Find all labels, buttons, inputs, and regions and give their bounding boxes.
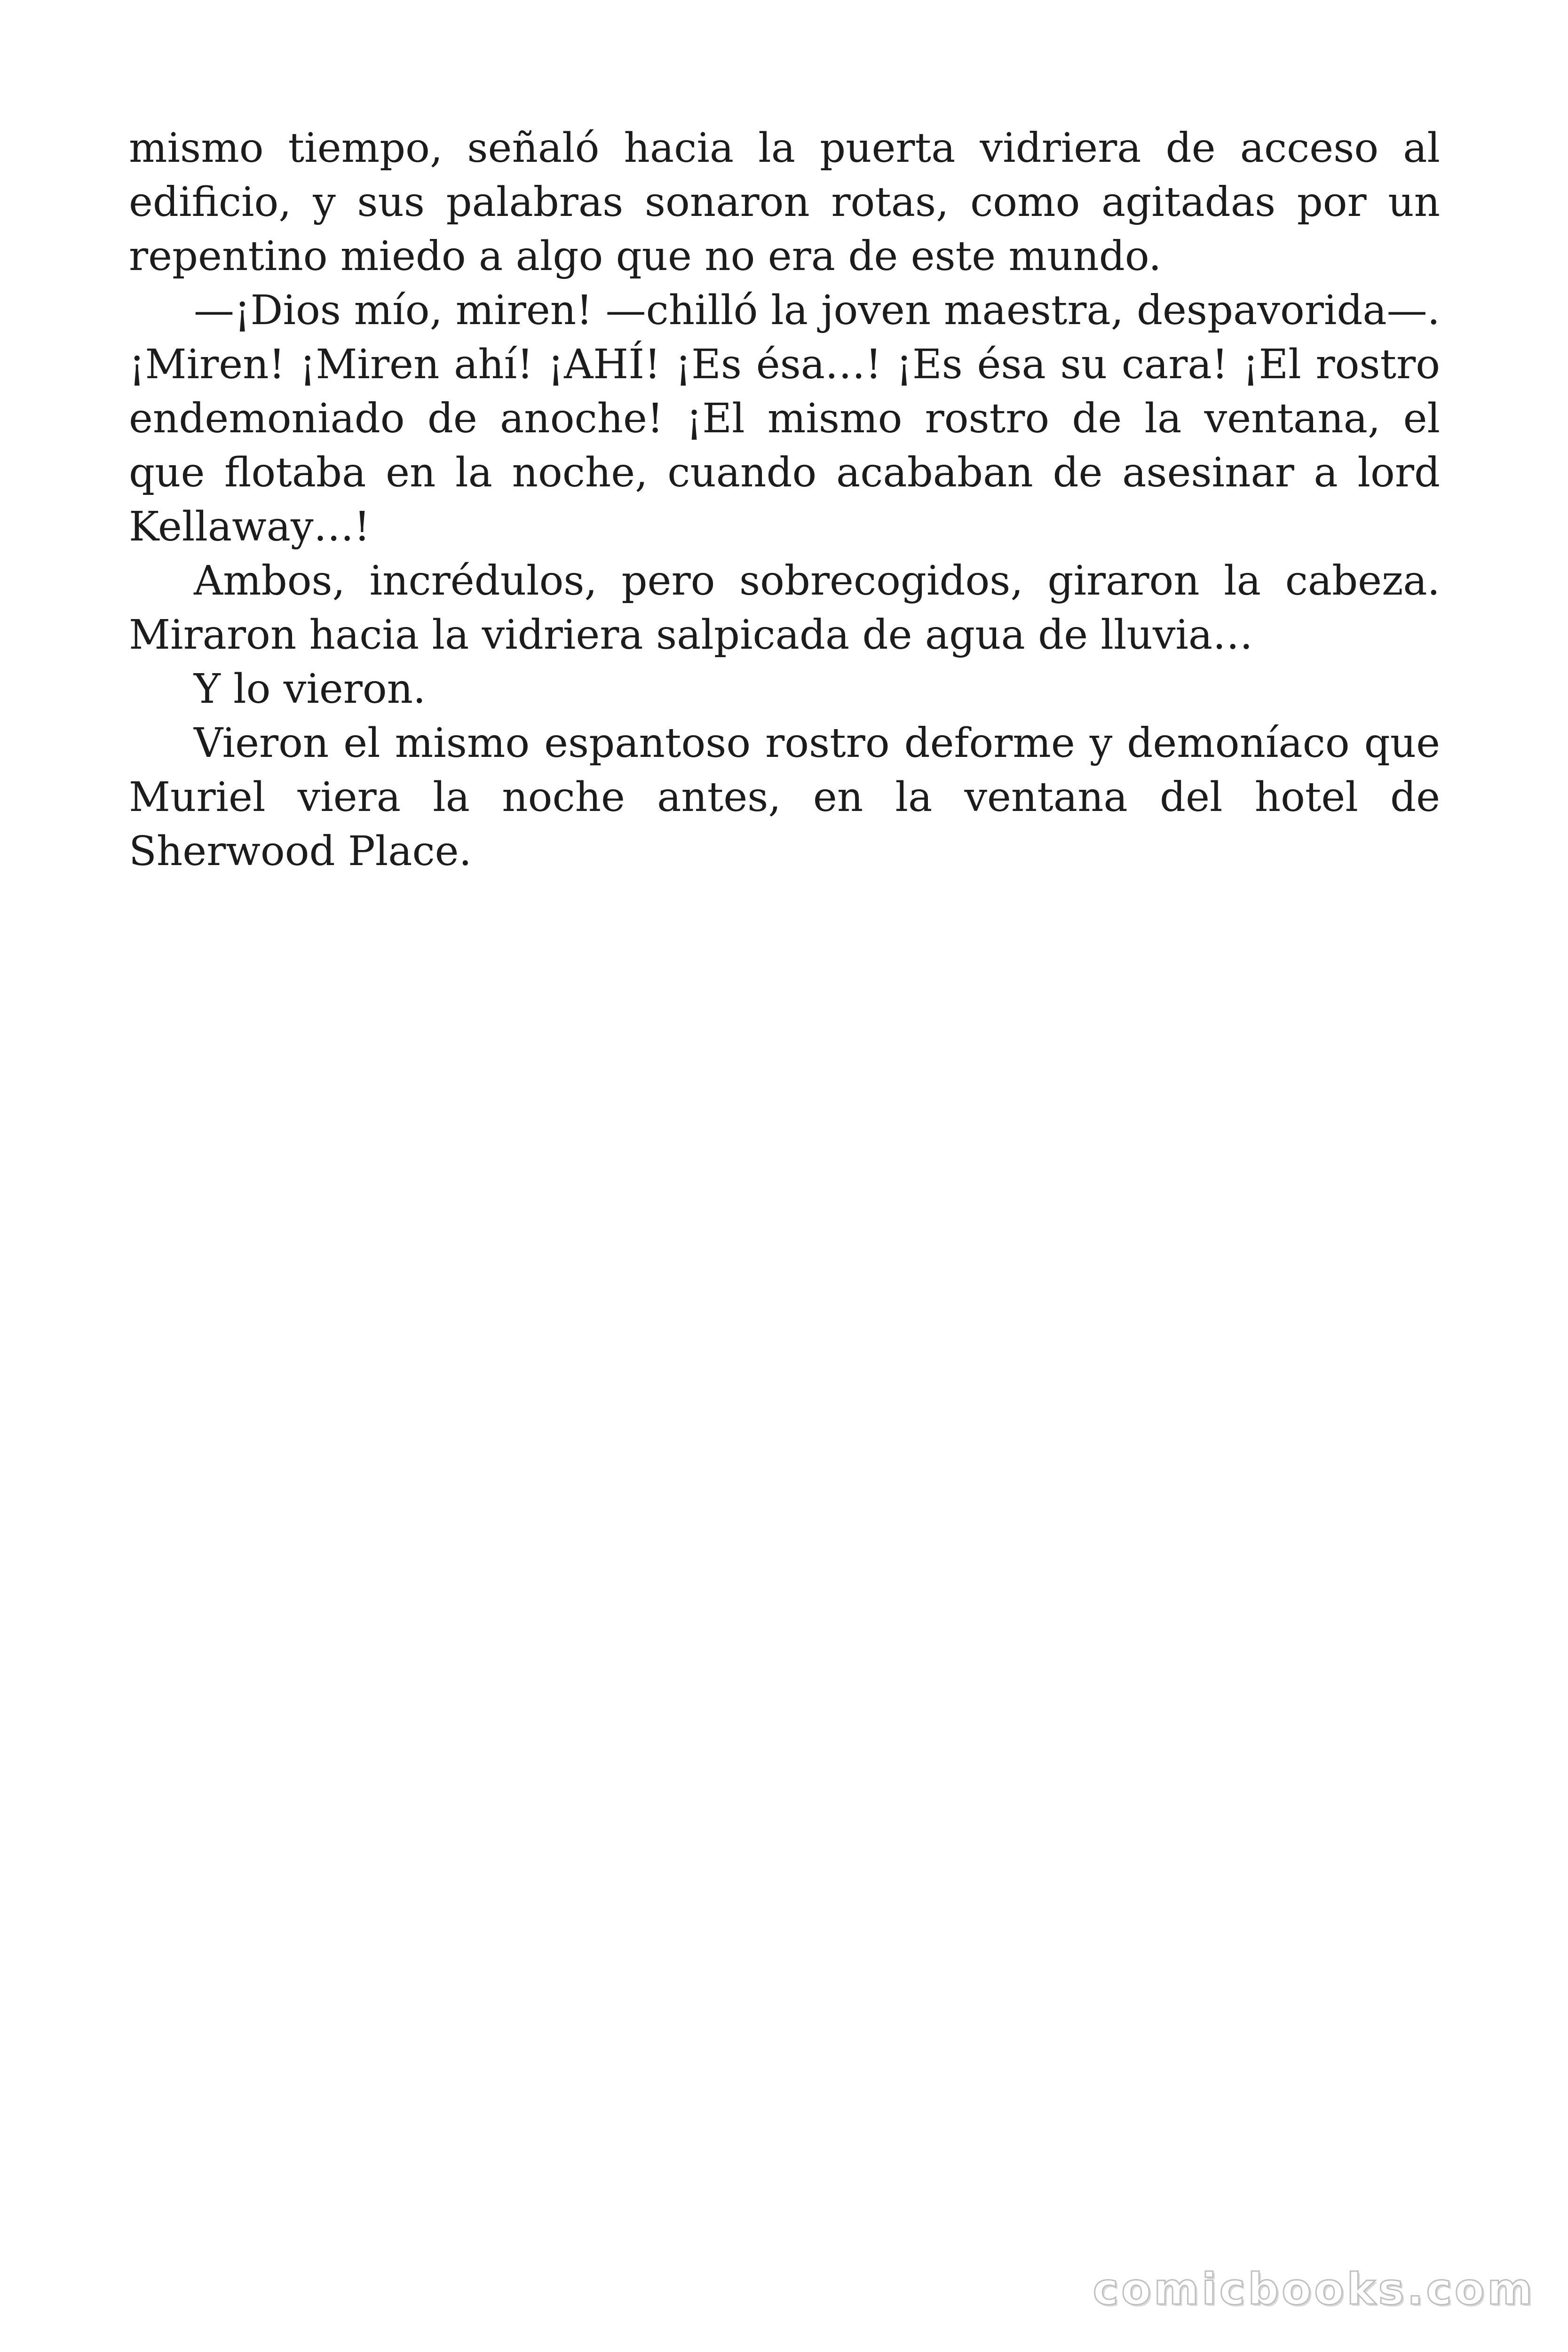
paragraph-1: mismo tiempo, señaló hacia la puerta vidriera de acceso al edificio, y sus palabras sonaron rotas, como agitadas por un repentino miedo a algo que no era de este mundo. (129, 125, 1440, 280)
paragraph-4: Y lo vieron. (194, 666, 426, 713)
paragraph-5: Vieron el mismo espantoso rostro deforme y demoníaco que Muriel viera la noche antes, en la ventana del hotel de Sherwood Place. (129, 720, 1440, 875)
paragraph-3: Ambos, incrédulos, pero sobrecogidos, giraron la cabeza. Miraron hacia la vidriera salpicada de agua de lluvia… (129, 557, 1440, 659)
paragraph-2: —¡Dios mío, miren! —chilló la joven maestra, despavorida—. ¡Miren! ¡Miren ahí! ¡AHÍ! ¡Es ésa…! ¡Es ésa su cara! ¡El rostro endemoniado de anoche! ¡El mismo rostro de la ventana, el que flotaba en la noche, cuando acababan de asesinar a lord Kellaway…! (129, 287, 1440, 550)
watermark-logo: comicbooks.com (1093, 2264, 1535, 2314)
page-text-body (129, 121, 1440, 879)
